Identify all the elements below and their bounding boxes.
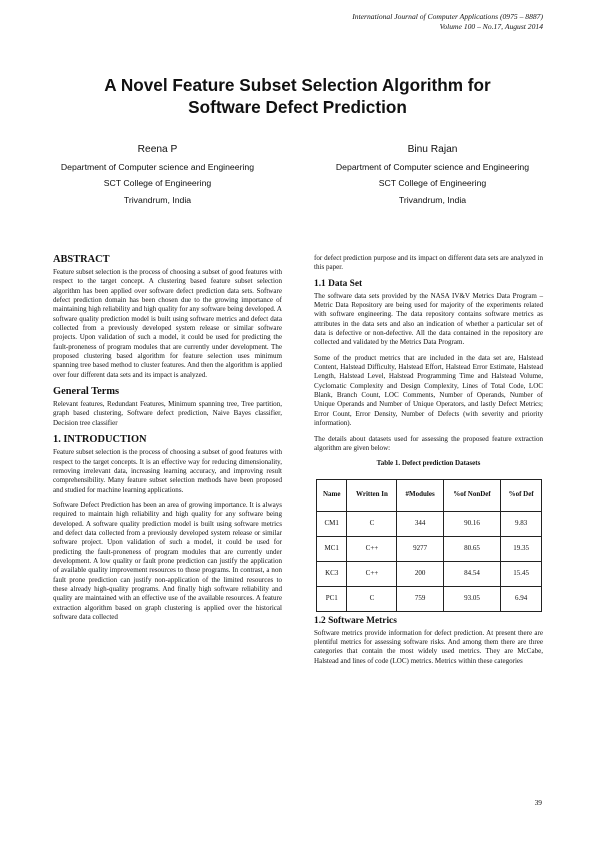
author-name: Reena P (137, 144, 178, 155)
column-header: Name (317, 479, 347, 511)
column-header: %of NonDef (443, 479, 501, 511)
table-cell: C (347, 586, 397, 611)
author-location: Trivandrum, India (123, 194, 192, 205)
author-location: Trivandrum, India (398, 194, 467, 205)
journal-name: International Journal of Computer Applications (0975 – 8887) (352, 12, 543, 21)
author-block-2 (315, 142, 550, 208)
author-college: SCT College of Engineering (103, 178, 212, 188)
journal-volume: Volume 100 – No.17, August 2014 (439, 22, 543, 31)
title-line-2: Software Defect Prediction (188, 97, 407, 117)
data-set-paragraph-2: Some of the product metrics that are included in the data set are, Halstead Content, Halstead Difficulty, Halstead Effort, Halstead Error Estimate, Halstead Length, Halstead Level, Halstead Programming Time and Halstead Volume, Cyclomatic Complexity and Design Complexity, Lines of Total Code, LOC Blank, Branch Count, LOC Comments, Number of Operands, Number of Unique Operands and Number of Unique Operators, and lastly Defect Metrics; Error Count, Error Density, Number of Defects (with severity and priority information). (314, 353, 543, 428)
software-metrics-heading: 1.2 Software Metrics (314, 615, 397, 626)
datasets-table (316, 479, 542, 612)
table-cell: 9.83 (501, 511, 542, 536)
data-set-paragraph-1: The software data sets provided by the NASA IV&V Metrics Data Program – Metric Data Repository are being used for majority of the experiments related with software engineering. The data repository contains software metrics as attributes in the data sets and also an indication of whether a particular set of data is defective or non-defective. All the data contained in the repository are collected and validated by the Metrics Data Program. (314, 291, 543, 347)
journal-header (352, 12, 543, 32)
column-header: %of Def (501, 479, 542, 511)
right-column (314, 254, 543, 672)
column-header: Written In (347, 479, 397, 511)
table-cell: 9277 (397, 536, 443, 561)
table-cell: CM1 (317, 511, 347, 536)
page-number: 39 (534, 798, 542, 807)
table-cell: C++ (347, 561, 397, 586)
table-cell: MC1 (317, 536, 347, 561)
abstract-text: Feature subset selection is the process of choosing a subset of good features with respect to the target concept. A clustering based feature subset selection algorithm has been applied over software defect prediction data sets. Software defect prediction domain has been chosen due to the growing importance of maintaining high reliability and high quality for any software being developed. A software quality prediction model is built using software metrics and defect data collected from a previously developed system release or similar software projects. Upon validation of such a model, it could be used for predicting the fault-proneness of program modules that are currently under development. The proposed clustering based algorithm for feature selection uses minimum spanning tree based method to cluster features. And then the algorithm is applied over four different data sets and its impact is analyzed. (53, 268, 282, 379)
table-row (317, 511, 542, 536)
author-name: Binu Rajan (407, 144, 458, 155)
table-cell: 90.16 (443, 511, 501, 536)
abstract-heading: ABSTRACT (53, 254, 110, 265)
introduction-heading: 1. INTRODUCTION (53, 434, 147, 446)
table-cell: C (347, 511, 397, 536)
column-header: #Modules (397, 479, 443, 511)
paper-title (40, 74, 555, 118)
data-set-heading: 1.1 Data Set (314, 278, 363, 289)
author-block-1 (40, 142, 275, 208)
table-cell: KC3 (317, 561, 347, 586)
table-cell: 344 (397, 511, 443, 536)
title-line-1: A Novel Feature Subset Selection Algorithm for (104, 75, 491, 95)
author-department: Department of Computer science and Engineering (60, 161, 255, 172)
introduction-continuation: for defect prediction purpose and its impact on different data sets are analyzed in this paper. (314, 254, 543, 272)
general-terms-heading: General Terms (53, 386, 120, 398)
introduction-paragraph-1: Feature subset selection is the process of choosing a subset of good features with respect to the target concepts. It is an effective way for reducing dimensionality, removing irrelevant data, increasing learning accuracy, and improving result comprehensibility. Many feature subset selection methods have been proposed and studied for machine learning applications. (53, 448, 282, 494)
table-cell: 15.45 (501, 561, 542, 586)
author-department: Department of Computer science and Engineering (335, 161, 530, 172)
table-cell: 6.94 (501, 586, 542, 611)
table-row (317, 586, 542, 611)
data-set-paragraph-3: The details about datasets used for assessing the proposed feature extraction algorithm are given below: (314, 434, 543, 452)
table-header-row (317, 479, 542, 511)
table-cell: 93.05 (443, 586, 501, 611)
table-cell: 19.35 (501, 536, 542, 561)
introduction-paragraph-2: Software Defect Prediction has been an area of growing importance. It is always required to maintain high reliability and high quality for any software being developed. A software quality prediction model is built using software metrics and defect data collected from a previously developed system release or similar software project. Upon validation of such a model, it could be used for predicting the fault-proneness of program modules that are currently under development. A low quality or fault prone prediction can justify the application of available quality improvement resources to those programs. In contrast, a non fault prone prediction can justify non-application of the limited resources to these already high-quality programs. And finally high software reliability and quality are maintained with an effective use of the available resources. A feature extraction algorithm based on graph clustering is applied over the historical software data collected (53, 500, 282, 621)
general-terms-text: Relevant features, Redundant Features, Minimum spanning tree, Tree partition, graph based clustering, Software defect prediction, Naive Bayes classifier, Decision tree classifier (53, 400, 282, 427)
table-cell: PC1 (317, 586, 347, 611)
table-cell: 759 (397, 586, 443, 611)
table-cell: 84.54 (443, 561, 501, 586)
left-column (53, 254, 282, 628)
table-cell: 200 (397, 561, 443, 586)
software-metrics-text: Software metrics provide information for defect prediction. At present there are plentiful metrics for assessing software risks. And among them there are three categories that contain the most widely used metrics. They are McCabe, Halstead and lines of code (LOC) metrics. Metrics within these categories (314, 628, 543, 665)
table-cell: 80.65 (443, 536, 501, 561)
table-cell: C++ (347, 536, 397, 561)
table-row (317, 536, 542, 561)
table-row (317, 561, 542, 586)
author-college: SCT College of Engineering (378, 178, 487, 188)
table-caption: Table 1. Defect prediction Datasets (376, 459, 481, 468)
